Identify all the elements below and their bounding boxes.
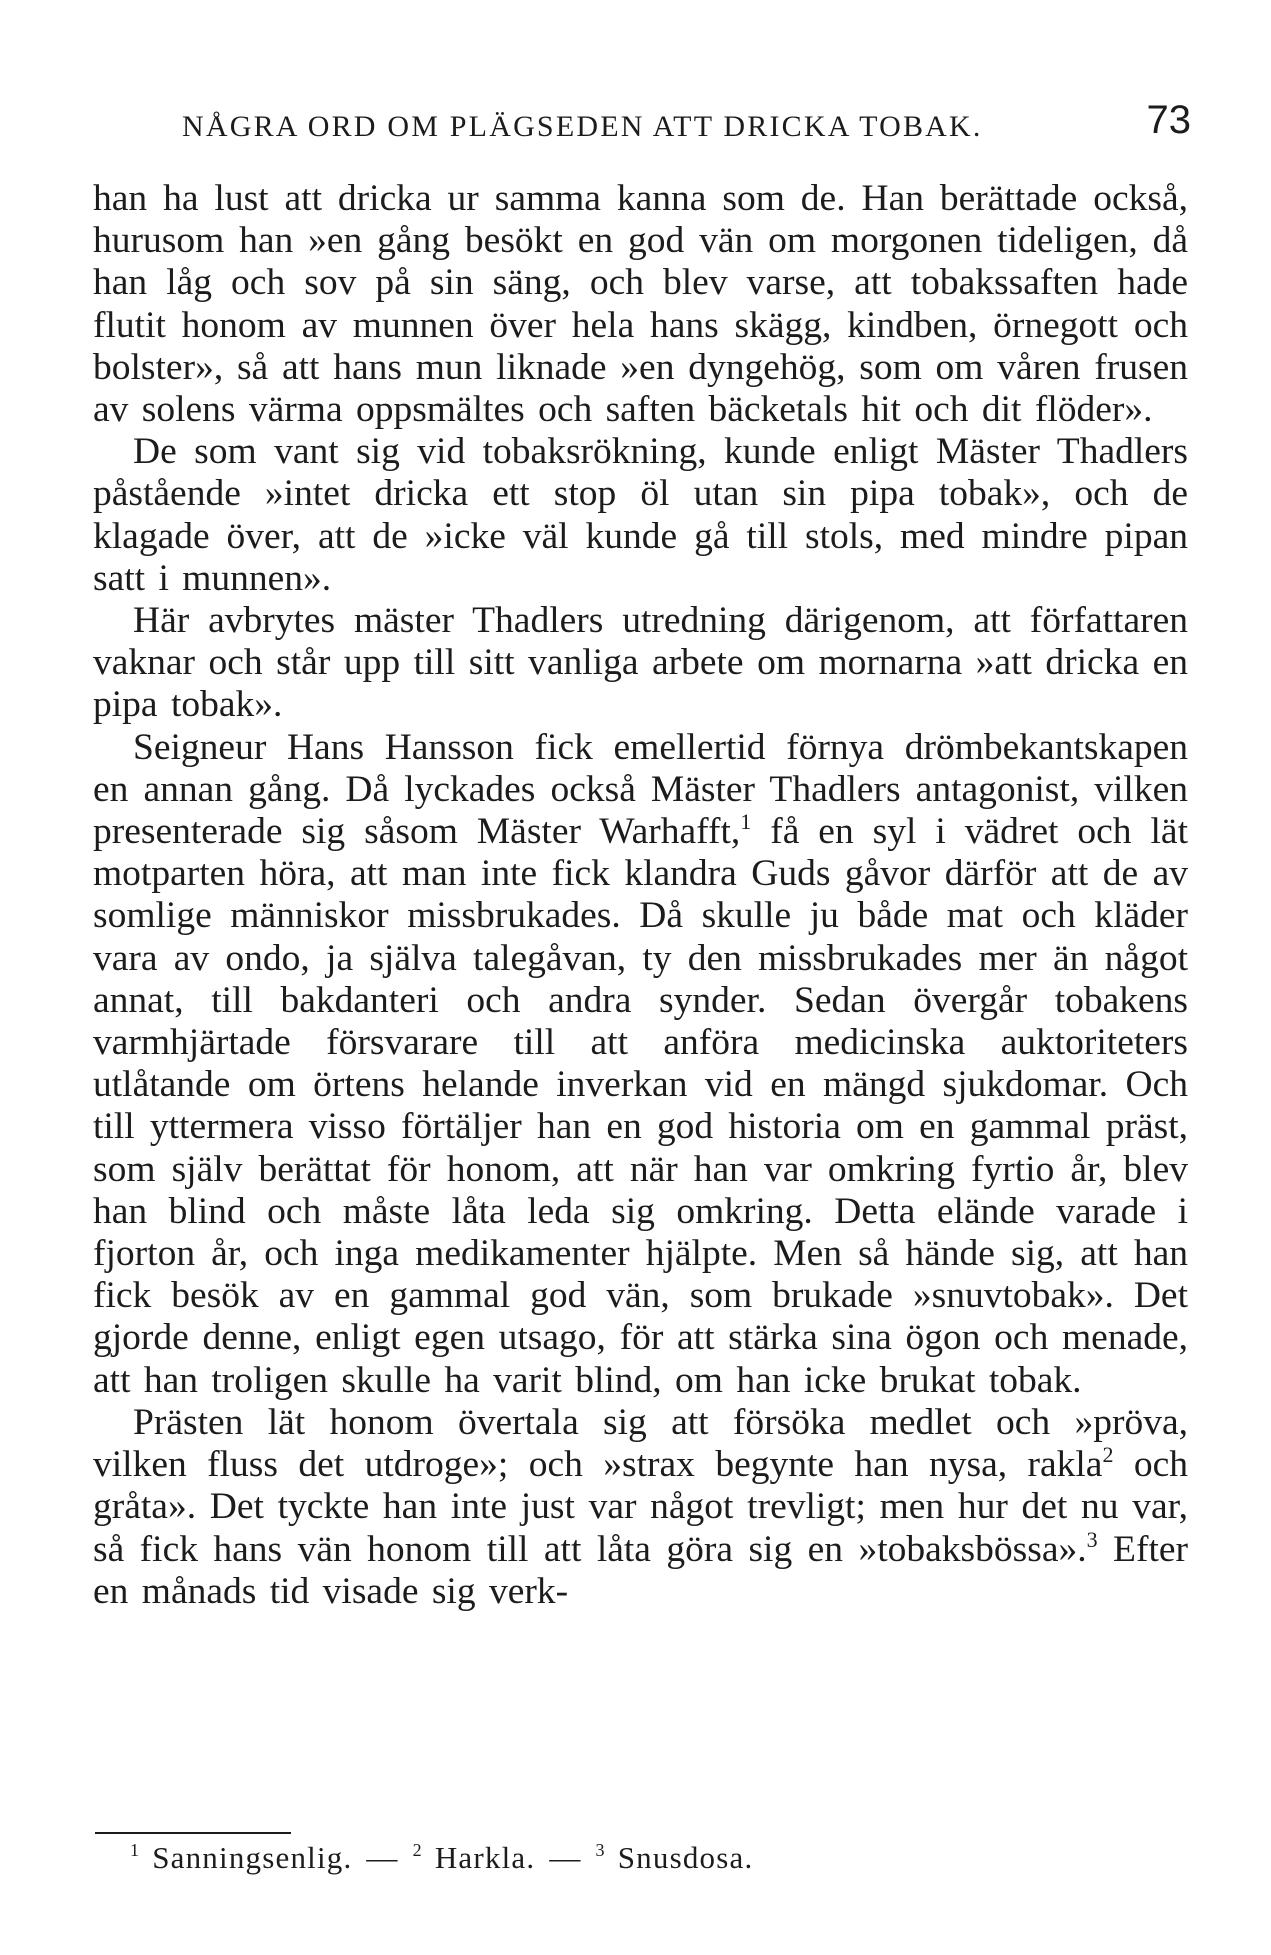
footnote-ref-2: 2: [1102, 1442, 1114, 1468]
footnote-text-3: Snusdosa.: [617, 1840, 754, 1875]
footnote-marker-1: 1: [130, 1840, 141, 1860]
footnote-marker-3: 3: [595, 1840, 606, 1860]
running-head: NÅGRA ORD OM PLÄGSEDEN ATT DRICKA TOBAK.: [182, 110, 983, 143]
paragraph-5: [93, 1402, 1188, 1613]
paragraph-4-text-a: Seigneur Hans Hansson fick emellertid förnya drömbekantskapen en annan gång. Då lyckades också Mäster Thadlers antagonist, vilken presenterade sig såsom Mäster Warhafft,: [93, 726, 1188, 853]
footnote-ref-3: 3: [1086, 1526, 1098, 1552]
paragraph-1: han ha lust att dricka ur samma kanna som de. Han berättade också, hurusom han »en gång besökt en god vän om morgonen tideligen, då han låg och sov på sin säng, och blev varse, att tobakssaften hade flutit honom av munnen över hela hans skägg, kindben, örnegott och bolster», så att hans mun liknade »en dyngehög, som om våren frusen av solens värma oppsmältes och saften bäcketals hit och dit flöder».: [93, 178, 1188, 431]
paragraph-3: Här avbrytes mäster Thadlers utredning därigenom, att författaren vaknar och står upp till sitt vanliga arbete om mornarna »att dricka en pipa tobak».: [93, 600, 1188, 726]
paragraph-2: De som vant sig vid tobaksrökning, kunde enligt Mäster Thadlers påstående »intet dricka ett stop öl utan sin pipa tobak», och de klagade över, att de »icke väl kunde gå till stols, med mindre pipan satt i munnen».: [93, 431, 1188, 599]
paragraph-4: [93, 727, 1188, 1402]
footnote-marker-2: 2: [412, 1840, 423, 1860]
paragraph-5-text-c: Efter en månads tid visade sig verk-: [93, 1528, 1188, 1612]
footnotes: [130, 1838, 1030, 1878]
footnote-ref-1: 1: [740, 809, 752, 835]
paragraph-5-text-a: Prästen lät honom övertala sig att försöka medlet och »pröva, vilken fluss det utdroge»; och »strax begynte han nysa, rakla: [93, 1401, 1188, 1486]
footnote-text-1: Sanningsenlig.: [152, 1840, 353, 1875]
footnote-text-2: Harkla.: [434, 1840, 536, 1875]
body-text: [93, 178, 1188, 1613]
footnote-rule: [95, 1832, 291, 1834]
footnote-separator-1: —: [366, 1840, 399, 1875]
paragraph-5-text-b: och gråta». Det tyckte han inte just var något trevligt; men hur det nu var, så fick hans vän honom till att låta göra sig en »tobaksbössa».: [93, 1444, 1188, 1570]
paragraph-4-text-b: få en syl i vädret och lät motparten höra, att man inte fick klandra Guds gåvor därför att de av somlige människor missbrukades. Då skulle ju både mat och kläder vara av ondo, ja själva talegåvan, ty den missbrukades mer än något annat, till bakdanteri och andra synder. Sedan övergår tobakens varmhjärtade försvarare till att anföra medicinska auktoriteters utlåtande om örtens helande inverkan vid en mängd sjukdomar. Och till yttermera visso förtäljer han en god historia om en gammal präst, som själv berättat för honom, att när han var omkring fyrtio år, blev han blind och måste låta leda sig omkring. Detta elände varade i fjorton år, och inga medikamenter hjälpte. Men så hände sig, att han fick besök av en gammal god vän, som brukade »snuvtobak». Det gjorde denne, enligt egen utsago, för att stärka sina ögon och menade, att han troligen skulle ha varit blind, om han icke brukat tobak.: [93, 811, 1188, 1401]
page-number: 73: [1146, 98, 1191, 142]
footnote-separator-2: —: [549, 1840, 582, 1875]
